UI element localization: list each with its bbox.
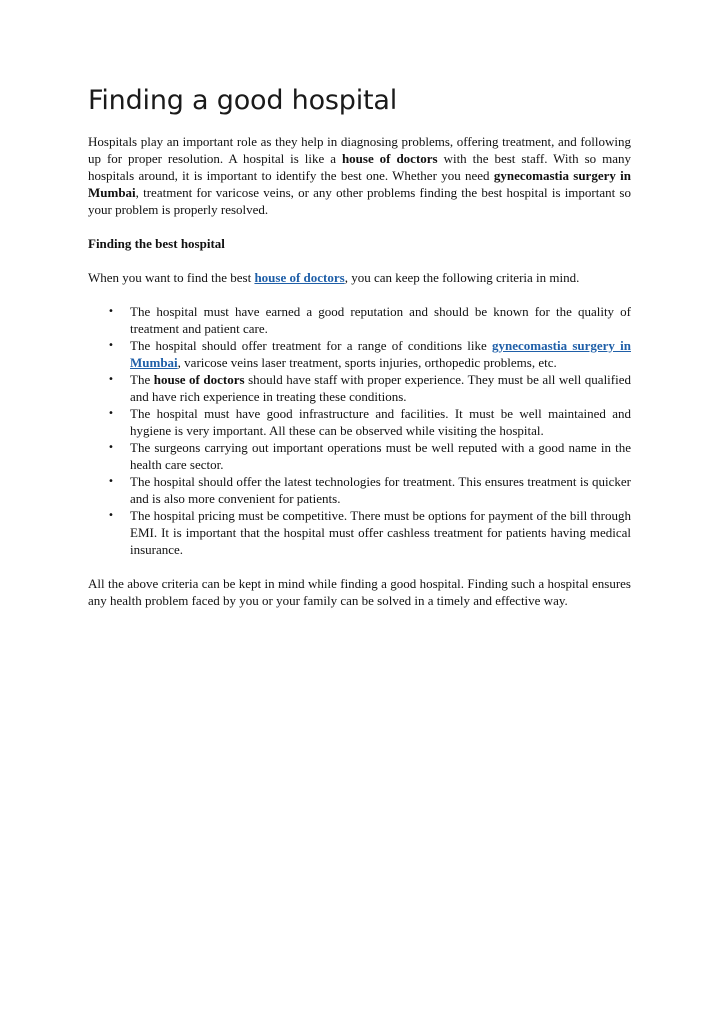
criteria-bold-house-of-doctors: house of doctors [153, 372, 245, 387]
criteria-list [88, 303, 631, 558]
house-of-doctors-link[interactable]: house of doctors [254, 270, 345, 285]
list-item [88, 473, 631, 507]
intro-bold-gynecomastia: gynecomastia surgery in Mumbai [88, 168, 631, 200]
criteria-text: The [130, 372, 154, 387]
bullet-icon: • [108, 340, 114, 351]
intro-text-2: with the best staff. With so many hospitals around, it is important to identify the best one. Whether you need [88, 151, 632, 183]
spacer [88, 218, 631, 235]
section-heading: Finding the best hospital [88, 236, 225, 251]
intro-text-3: , treatment for varicose veins, or any other problems finding the best hospital is important so your problem is properly resolved. [88, 185, 631, 217]
bullet-icon: • [108, 476, 114, 487]
criteria-text: The hospital must have good infrastructure and facilities. It must be well maintained and hygiene is very important. All these can be observed while visiting the hospital. [130, 406, 631, 438]
list-item [88, 405, 631, 439]
lead-text-2: , you can keep the following criteria in mind. [344, 270, 580, 285]
intro-bold-house-of-doctors: house of doctors [341, 151, 438, 166]
intro-text-1: Hospitals play an important role as they help in diagnosing problems, offering treatment, and following up for proper resolution. A hospital is like a [88, 134, 631, 166]
criteria-text: The hospital must have earned a good reputation and should be known for the quality of treatment and patient care. [130, 304, 631, 336]
list-item [88, 371, 631, 405]
spacer [88, 286, 631, 303]
spacer [88, 558, 631, 575]
criteria-text: , varicose veins laser treatment, sports injuries, orthopedic problems, etc. [177, 355, 557, 370]
intro-paragraph [88, 133, 631, 218]
list-item [88, 439, 631, 473]
bullet-icon: • [108, 374, 114, 385]
criteria-text: should have staff with proper experience. They must be all well qualified and have rich experience in treating these conditions. [130, 372, 631, 404]
criteria-text: The surgeons carrying out important operations must be well reputed with a good name in the health care sector. [130, 440, 631, 472]
lead-text-1: When you want to find the best [88, 270, 255, 285]
conclusion-paragraph: All the above criteria can be kept in mind while finding a good hospital. Finding such a hospital ensures any health problem faced by you or your family can be solved in a timely and effective way. [88, 576, 631, 608]
spacer [88, 252, 631, 269]
list-item [88, 337, 631, 371]
bullet-icon: • [108, 510, 114, 521]
criteria-text: The hospital should offer the latest technologies for treatment. This ensures treatment is quicker and is also more convenient for patients. [130, 474, 631, 506]
lead-paragraph [88, 269, 631, 286]
criteria-text: The hospital pricing must be competitive. There must be options for payment of the bill through EMI. It is important that the hospital must offer cashless treatment for patients having medical insurance. [130, 508, 631, 557]
criteria-text: The hospital should offer treatment for a range of conditions like [130, 338, 492, 353]
bullet-icon: • [108, 306, 114, 317]
list-item [88, 303, 631, 337]
page-title: Finding a good hospital [88, 85, 398, 116]
list-item [88, 507, 631, 558]
gynecomastia-surgery-link[interactable]: gynecomastia surgery in Mumbai [130, 338, 631, 370]
bullet-icon: • [108, 408, 114, 419]
bullet-icon: • [108, 442, 114, 453]
